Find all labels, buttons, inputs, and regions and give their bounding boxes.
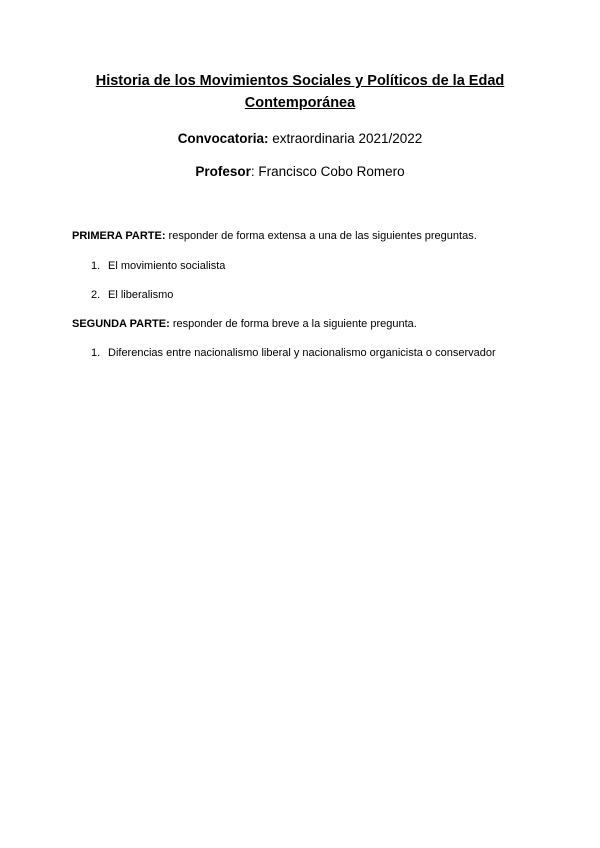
list-item-number: 2.: [91, 289, 101, 301]
list-item-number: 1.: [91, 347, 101, 359]
primera-parte-label: PRIMERA PARTE:: [72, 230, 166, 242]
profesor-value: : Francisco Cobo Romero: [250, 164, 405, 179]
list-item-text: El liberalismo: [108, 289, 174, 301]
convocatoria-value: extraordinaria 2021/2022: [268, 131, 423, 146]
title-line-1: Historia de los Movimientos Sociales y Políticos de la Edad: [95, 73, 505, 89]
convocatoria-line: [0, 131, 600, 146]
list-item: [91, 347, 496, 359]
document-title: [90, 70, 510, 114]
list-item: [91, 289, 173, 301]
segunda-parte-label: SEGUNDA PARTE:: [72, 318, 170, 330]
profesor-label: Profesor: [195, 164, 251, 179]
list-item: [91, 260, 225, 272]
profesor-line: [0, 164, 600, 179]
segunda-parte-text: responder de forma breve a la siguiente pregunta.: [169, 318, 417, 330]
list-item-text: Diferencias entre nacionalismo liberal y nacionalismo organicista o conservador: [108, 347, 496, 359]
convocatoria-label: Convocatoria:: [177, 131, 269, 146]
list-item-number: 1.: [91, 260, 101, 272]
primera-parte-heading: [72, 230, 477, 242]
list-item-text: El movimiento socialista: [108, 260, 226, 272]
segunda-parte-heading: [72, 318, 417, 330]
primera-parte-text: responder de forma extensa a una de las siguientes preguntas.: [165, 230, 477, 242]
title-line-2: Contemporánea: [244, 95, 356, 111]
